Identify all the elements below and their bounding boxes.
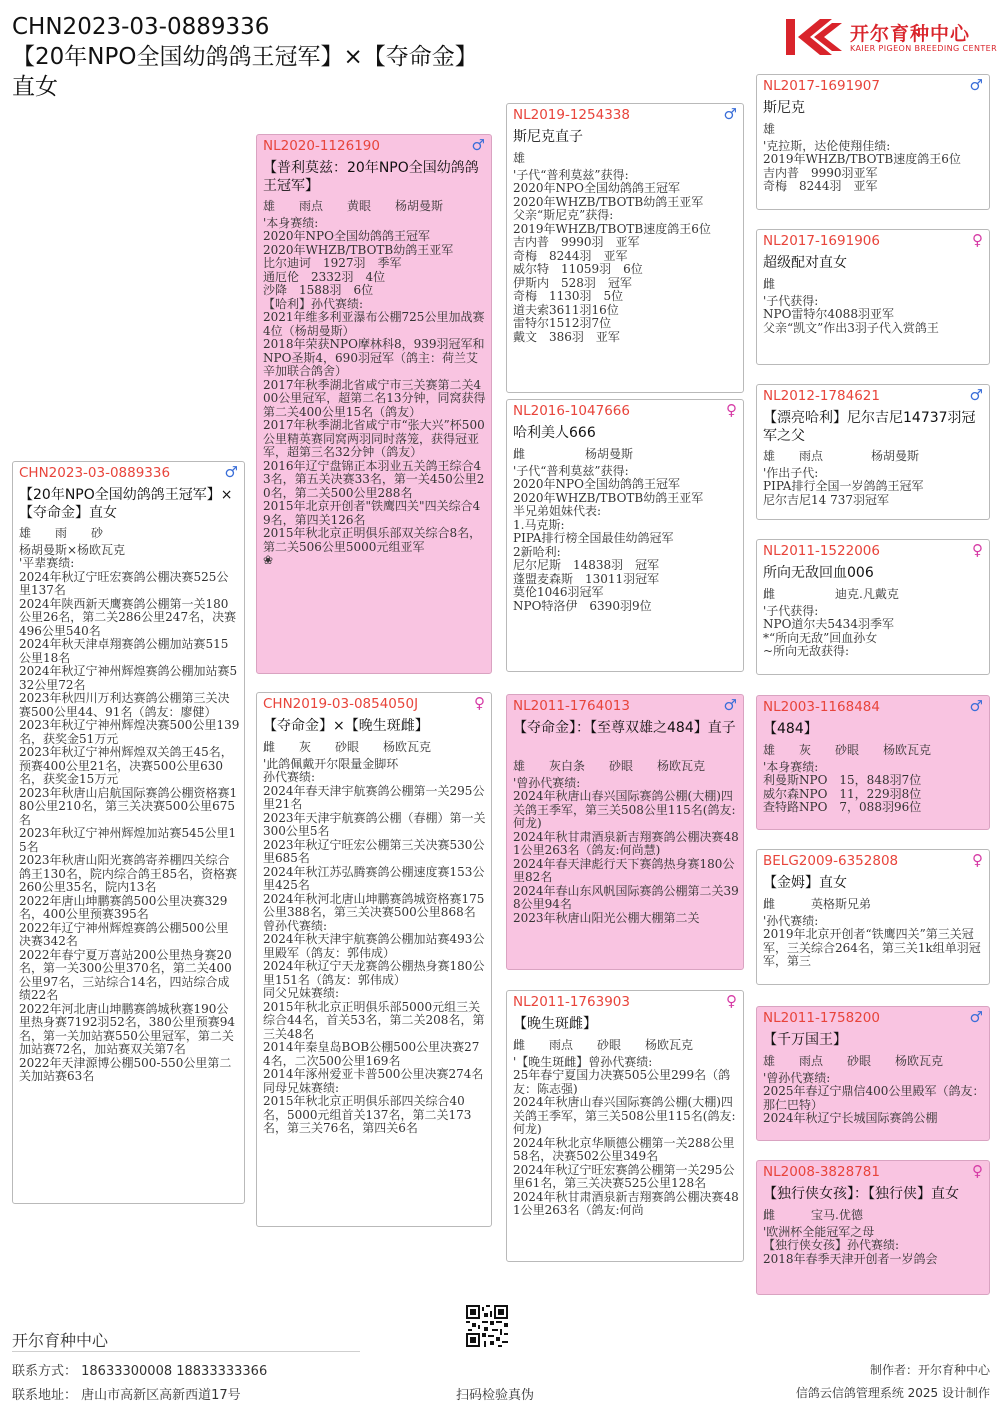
pigeon-card-paternal-grandfather — [506, 103, 744, 393]
record-line: 父亲“斯尼克”获得: — [513, 208, 614, 222]
record-line: 2015年秋北京正明俱乐部双关综合8名，第二关506公里5000元组亚军 — [263, 526, 482, 554]
pigeon-card-mmm — [756, 1160, 990, 1295]
record-line: 莫伦1046羽冠军 — [513, 585, 604, 599]
record-line: 威尔特 11059羽 6位 — [513, 262, 643, 276]
pigeon-name: 【夺命金】×【晚生斑雌】 — [263, 718, 429, 734]
record-line: 奇梅 1130羽 5位 — [513, 289, 624, 303]
record-line: '本身赛绩: — [763, 759, 819, 774]
female-symbol-icon: ♀ — [726, 401, 737, 419]
pigeon-name: 哈利美人666 — [513, 425, 596, 441]
record-line: 2023年秋唐山阳光赛鸽寄养棚四关综合鸽王130名，院内综合鸽王85名，资格赛260公里35名，院内13名 — [19, 853, 238, 894]
record-line: 2020年WHZB/TBOTB幼鸽王亚军 — [513, 194, 704, 209]
record-line: '子代获得: — [763, 293, 819, 308]
pigeon-card-fmf — [756, 384, 990, 520]
record-line: 【哈利】孙代赛绩: — [263, 296, 364, 311]
pigeon-card-father — [256, 134, 492, 674]
record-line: 2024年秋辽宁旺宏赛鸽公棚决赛525公里137名 — [19, 569, 229, 597]
pigeon-name: 【484】 — [763, 721, 818, 737]
record-line: 2024年秋辽宁长城国际赛鸽公棚 — [763, 1111, 938, 1125]
record-line: 2018年荣获NPO摩林科8，939羽冠军和NPO圣斯4，690羽冠军（鸽主：荷兰艾辛加联合鸽舍） — [263, 337, 485, 378]
pigeon-name: 【千万国王】 — [763, 1032, 847, 1048]
record-line: 2017年秋季湖北省咸宁市三关赛第二关400公里冠军，超第二名13分钟，同窝获得第二关400公里15名（鸽友） — [263, 377, 486, 419]
footer-contact: 联系方式： 18633300008 18833333366 — [12, 1364, 268, 1379]
record-line: '作出子代: — [763, 465, 819, 480]
record-line: 2014年涿州爱亚卡普500公里决赛274名 — [263, 1067, 484, 1081]
record-line: 2024年秋北京华顺德公棚第一关288公里58名，决赛502公里349名 — [513, 1135, 735, 1163]
male-symbol-icon: ♂ — [969, 76, 983, 94]
record-line: 父亲“凯文”作出3羽子代入赏鸽王 — [763, 320, 939, 335]
record-line: '克拉斯，达伦使翔佳绩: — [763, 138, 891, 153]
record-line: 杨胡曼斯×杨欧瓦克 — [19, 542, 126, 557]
record-line: 2024年秋江苏弘腾赛鸽公棚速度赛153公里425名 — [263, 864, 485, 892]
record-line: NPO特洛伊 6390羽9位 — [513, 598, 652, 613]
pigeon-basic-traits: 雌 灰 砂眼 杨欧瓦克 — [263, 740, 432, 754]
record-line: '本身赛绩: — [263, 215, 319, 230]
pigeon-basic-traits: 雄 灰 砂眼 杨欧瓦克 — [763, 743, 932, 757]
pigeon-basic-traits: 雄 雨点 杨胡曼斯 — [763, 449, 920, 463]
pigeon-name: 【晚生斑雌】 — [513, 1016, 597, 1032]
pigeon-name: 【20年NPO全国幼鸽鸽王冠军】×【夺命金】直女 — [19, 487, 233, 521]
record-line: NPO雷特尔4088羽亚军 — [763, 307, 894, 321]
pigeon-info — [763, 744, 985, 815]
record-line: PIPA排行榜全国最佳幼鸽冠军 — [513, 531, 674, 545]
record-line: 2020年WHZB/TBOTB幼鸽王亚军 — [513, 490, 704, 505]
record-line: 2020年NPO全国幼鸽鸽王冠军 — [513, 181, 680, 195]
record-line: 2022年河北唐山坤鹏赛鸽城秋赛190公里热身赛7192羽52名，380公里预赛94名，第一关加站赛550公里冠军，第二关加站赛72名，加站赛双关第7名 — [19, 1001, 235, 1056]
footer-address: 联系地址： 唐山市高新区高新西道17号 — [12, 1388, 241, 1403]
record-line: 2024年秋甘肃酒泉新吉翔赛鸽公棚决赛481公里263名（鸽友:何尚 — [513, 1189, 739, 1217]
pigeon-card-ffm — [756, 229, 990, 365]
pigeon-name: 超级配对直女 — [763, 255, 847, 271]
pigeon-info — [263, 200, 487, 568]
record-line: 威尔森NPO 11，229羽8位 — [763, 786, 922, 801]
record-line: ❀ — [263, 553, 274, 567]
record-line: 奇梅 8244羽 亚军 — [763, 179, 878, 193]
ring-number: CHN2023-03-0889336 — [19, 465, 171, 481]
record-line: '平辈赛绩: — [19, 556, 75, 570]
pigeon-info — [763, 278, 985, 335]
male-symbol-icon: ♂ — [969, 1008, 983, 1026]
footer-divider — [12, 1351, 360, 1352]
record-line: 25年春宁夏国力决赛505公里299名（鸽友：陈志强) — [513, 1068, 731, 1096]
record-line: 曾孙代赛绩: — [263, 918, 328, 933]
pigeon-card-mmf — [756, 1006, 990, 1141]
record-line: ~所向无敌获得: — [763, 644, 850, 658]
kaier-logo — [786, 17, 998, 57]
ring-number: NL2016-1047666 — [513, 403, 630, 419]
record-line: 【独行侠女孩】孙代赛绩: — [763, 1238, 900, 1252]
pedigree-title — [12, 12, 482, 102]
pigeon-info — [763, 1055, 985, 1126]
record-line: NPO道尔夫5434羽季军 — [763, 617, 894, 631]
male-symbol-icon: ♂ — [723, 696, 737, 714]
pigeon-basic-traits: 雄 雨点 黄眼 杨胡曼斯 — [263, 199, 444, 213]
record-line: '曾孙代赛绩: — [513, 775, 581, 790]
pigeon-name: 【夺命金】：【至尊双雄之484】直子 — [513, 720, 736, 736]
record-line: 2024年春天津彪行天下赛鸽热身赛180公里82名 — [513, 856, 735, 884]
footer-maker: 制作者：开尔育种中心 — [869, 1363, 990, 1377]
pigeon-card-maternal-grandfather — [506, 694, 744, 970]
record-line: 2022年辽宁神州辉煌赛鸽公棚500公里决赛342名 — [19, 920, 229, 948]
record-line: 2022年天津源博公棚500-550公里第二关加站赛63名 — [19, 1055, 232, 1083]
record-line: 伊斯内 528羽 冠军 — [513, 275, 632, 290]
qr-caption: 扫码检验真伪 — [456, 1388, 535, 1403]
record-line: '【晚生斑雌】曾孙代赛绩: — [513, 1054, 653, 1069]
pigeon-card-maternal-grandmother — [506, 990, 744, 1262]
ring-number: NL2011-1764013 — [513, 698, 630, 714]
kaier-logo-icon — [786, 17, 844, 57]
record-line: 道夫索3611羽16位 — [513, 302, 619, 317]
record-line: 沙降 1588羽 6位 — [263, 283, 374, 297]
record-line: '欧洲杯全能冠军之母 — [763, 1224, 875, 1239]
record-line: 2019年WHZB/TBOTB速度鸽王6位 — [513, 221, 711, 236]
pigeon-info — [19, 527, 240, 1084]
title-pigeon-name: 【20年NPO全国幼鸽鸽王冠军】×【夺命金】直女 — [12, 44, 478, 100]
record-line: 蓬盟麦森斯 13011羽冠军 — [513, 571, 660, 586]
record-line: 2019年北京开创者“铁鹰四关”第三关冠军，三关综合264名，第三关1k组单羽冠军，第三 — [763, 927, 981, 968]
record-line: 比尔迪诃 1927羽 季军 — [263, 256, 402, 270]
record-line: *“所向无敌”回血孙女 — [763, 630, 878, 645]
record-line: '孙代赛绩: — [763, 913, 819, 928]
record-line: 2019年WHZB/TBOTB速度鸽王6位 — [763, 152, 961, 166]
record-line: 2024年秋辽宁天龙赛鸽公棚热身赛180公里151名（鸽友：郭伟成） — [263, 959, 485, 987]
ring-number: NL2020-1126190 — [263, 138, 380, 154]
ring-number: BELG2009-6352808 — [763, 853, 899, 869]
female-symbol-icon: ♀ — [972, 231, 983, 249]
record-line: 2023年天津宇航赛鸽公棚（春棚）第一关300公里5名 — [263, 810, 486, 838]
ring-number: NL2011-1522006 — [763, 543, 880, 559]
record-line: 2024年春天津宇航赛鸽公棚第一关295公里21名 — [263, 783, 485, 811]
pigeon-name: 斯尼克 — [763, 100, 805, 116]
record-line: 2新哈利: — [513, 544, 561, 559]
record-line: 通厄伦 2332羽 4位 — [263, 269, 386, 284]
record-line: 2020年NPO全国幼鸽鸽王冠军 — [513, 477, 680, 491]
pigeon-basic-traits: 雌 英格斯兄弟 — [763, 897, 872, 911]
record-line: 2022年春宁夏万喜站200公里热身赛20名，第一关300公里370名，第二关400公里97名，三站综合14名，四站综合成绩22名 — [19, 947, 232, 1002]
pigeon-basic-traits: 雄 灰白条 砂眼 杨欧瓦克 — [513, 759, 706, 773]
record-line: 2018年春季天津开创者一岁鸽会 — [763, 1251, 938, 1266]
record-line: '子代“普利莫兹”获得: — [513, 463, 629, 478]
pigeon-info — [763, 1209, 985, 1266]
record-line: 2016年辽宁盘锦正本羽业五关鸽王综合43名，第五关决赛33名，第一关450公里20名，第二关500公里288名 — [263, 458, 485, 500]
pigeon-basic-traits: 雌 — [763, 277, 776, 291]
ring-number: NL2012-1784621 — [763, 388, 880, 404]
record-line: 2024年秋河北唐山坤鹏赛鸽城资格赛175公里388名，第三关决赛500公里868名 — [263, 891, 485, 919]
record-line: '子代“普利莫兹”获得: — [513, 167, 629, 182]
pigeon-basic-traits: 雌 迪克.凡戴克 — [763, 587, 899, 601]
record-line: 2024年秋天津宇航赛鸽公棚加站赛493公里殿军（鸽友：郭伟成） — [263, 932, 485, 960]
record-line: 2022年唐山坤鹏赛鸽500公里决赛329名，400公里预赛395名 — [19, 893, 228, 921]
pigeon-info — [513, 1039, 739, 1218]
record-line: 2024年秋甘肃酒泉新吉翔赛鸽公棚决赛481公里263名（鸽友:何尚慧) — [513, 829, 739, 857]
pigeon-info — [513, 760, 739, 925]
pigeon-card-paternal-grandmother — [506, 399, 744, 672]
record-line: 2015年秋北京正明俱乐部四关综合40名，5000元组首关137名，第二关173名，第三关76名，第四关6名 — [263, 1094, 472, 1135]
record-line: 奇梅 8244羽 亚军 — [513, 248, 628, 263]
footer-company: 开尔育种中心 — [12, 1331, 109, 1350]
pigeon-name: 【金姆】直女 — [763, 875, 847, 891]
pigeon-card-fff — [756, 74, 990, 210]
record-line: 半兄弟姐妹代表: — [513, 504, 602, 518]
record-line: 同母兄妹赛绩: — [263, 1080, 340, 1095]
logo-name: 开尔育种中心 — [850, 23, 971, 45]
record-line: 2014年秦皇岛BOB公棚500公里决赛274名，二次500公里169名 — [263, 1040, 480, 1068]
record-line: 吉内普 9990羽 亚军 — [513, 235, 640, 249]
female-symbol-icon: ♀ — [726, 992, 737, 1010]
record-line: 尼尔吉尼14 737羽冠军 — [763, 492, 889, 507]
ring-number: NL2017-1691906 — [763, 233, 880, 249]
pigeon-name: 【漂亮哈利】尼尔吉尼14737羽冠军之父 — [763, 410, 976, 444]
female-symbol-icon: ♀ — [972, 541, 983, 559]
record-line: 2023年秋四川万利达赛鸽公棚第三关决赛500公里44、91名（鸽友：廖健） — [19, 691, 230, 719]
record-line: 2015年秋北京正明俱乐部5000元组三关综合44名，首关53名，第二关208名，第三关48名 — [263, 999, 485, 1041]
pigeon-name: 【普利莫兹：20年NPO全国幼鸽鸽王冠军】 — [263, 160, 479, 194]
pigeon-card-subject — [12, 461, 245, 1204]
ring-number: NL2003-1168484 — [763, 699, 880, 715]
record-line: 2023年秋辽宁神州辉煌决赛500公里139名，获奖金51万元 — [19, 718, 240, 746]
record-line: 2017年秋季湖北省咸宁市“张大兴”杯500公里精英赛同窝两羽同时落笼，获得冠亚军，超第三名32分钟（鸽友） — [263, 418, 485, 459]
record-line: 2023年秋辽宁神州辉煌加站赛545公里15名 — [19, 826, 237, 854]
record-line: 2024年秋辽宁神州辉煌赛鸽公棚加站赛532公里72名 — [19, 664, 238, 692]
record-line: 2024年秋天津卓翔赛鸽公棚加站赛515公里18名 — [19, 637, 229, 665]
record-line: 孙代赛绩: — [263, 770, 316, 784]
qr-code-icon[interactable] — [466, 1305, 508, 1347]
footer-system: 信鸽云信鸽管理系统 2025 设计制作 — [795, 1386, 990, 1400]
pigeon-basic-traits: 雄 雨点 砂眼 杨欧瓦克 — [763, 1054, 944, 1068]
pigeon-info — [763, 588, 985, 659]
record-line: 2025年春辽宁鼎信400公里殿军（鸽友：那仁巴特） — [763, 1084, 985, 1112]
male-symbol-icon: ♂ — [723, 105, 737, 123]
record-line: 尼尔尼斯 14838羽 冠军 — [513, 558, 660, 572]
pigeon-card-fmm — [756, 539, 990, 675]
title-ring-number: CHN2023-03-0889336 — [12, 14, 270, 40]
male-symbol-icon: ♂ — [969, 386, 983, 404]
ring-number: NL2008-3828781 — [763, 1164, 880, 1180]
pigeon-info — [763, 898, 985, 969]
record-line: 吉内普 9990羽亚军 — [763, 165, 878, 180]
record-line: 2023年秋唐山阳光公棚大棚第二关 — [513, 910, 700, 925]
record-line: 2023年秋辽宁旺宏公棚第三关决赛530公里685名 — [263, 837, 485, 865]
record-line: 2020年NPO全国幼鸽鸽王冠军 — [263, 229, 430, 243]
pigeon-name: 所向无敌回血006 — [763, 565, 874, 581]
pigeon-info — [763, 450, 985, 507]
pigeon-info — [263, 741, 487, 1136]
ring-number: NL2011-1758200 — [763, 1010, 880, 1026]
record-line: '子代获得: — [763, 603, 819, 618]
ring-number: NL2019-1254338 — [513, 107, 630, 123]
record-line: '此鸽佩戴开尔限量金脚环 — [263, 756, 399, 771]
record-line: 2024年秋唐山春兴国际赛鸽公棚(大棚)四关鸽王季军，第三关508公里115名(鸽友:何龙) — [513, 1095, 736, 1136]
record-line: 2023年秋唐山启航国际赛鸽公棚资格赛180公里210名，第三关决赛500公里675名 — [19, 785, 238, 827]
pigeon-card-mother — [256, 692, 492, 1227]
record-line: 戴文 386羽 亚军 — [513, 329, 620, 344]
ring-number: CHN2019-03-0854050J — [263, 696, 419, 712]
record-line: 2023年秋辽宁神州辉煌双关鸽王45名，预赛400公里21名，决赛500公里630名，获奖金15万元 — [19, 745, 233, 786]
record-line: 同父兄妹赛绩: — [263, 986, 340, 1000]
record-line: 2024年秋唐山春兴国际赛鸽公棚(大棚)四关鸽王季军，第三关508公里115名(鸽友:何龙) — [513, 789, 736, 830]
pigeon-basic-traits: 雄 — [513, 151, 526, 165]
record-line: 雷特尔1512羽7位 — [513, 316, 612, 330]
record-line: 2024年秋辽宁旺宏赛鸽公棚第一关295公里61名，第三关决赛525公里128名 — [513, 1162, 735, 1190]
record-line: 1.马克斯: — [513, 517, 565, 532]
record-line: PIPA排行全国一岁鸽鸽王冠军 — [763, 479, 924, 493]
pigeon-card-mfm — [756, 849, 990, 985]
logo-name-en: KAIER PIGEON BREEDING CENTER — [850, 44, 998, 53]
ring-number: NL2017-1691907 — [763, 78, 880, 94]
pigeon-basic-traits: 雌 雨点 砂眼 杨欧瓦克 — [513, 1038, 694, 1052]
pigeon-card-mff — [756, 695, 990, 830]
pigeon-basic-traits: 雌 杨胡曼斯 — [513, 447, 634, 461]
pigeon-basic-traits: 雄 雨 砂 — [19, 526, 104, 540]
pigeon-info — [513, 448, 739, 613]
pigeon-basic-traits: 雌 宝马.优德 — [763, 1208, 863, 1222]
female-symbol-icon: ♀ — [972, 1162, 983, 1180]
male-symbol-icon: ♂ — [224, 463, 238, 481]
male-symbol-icon: ♂ — [471, 136, 485, 154]
pigeon-basic-traits: 雄 — [763, 122, 776, 136]
female-symbol-icon: ♀ — [474, 694, 485, 712]
pigeon-info — [513, 152, 739, 344]
record-line: 2020年WHZB/TBOTB幼鸽王亚军 — [263, 242, 454, 257]
record-line: 利曼斯NPO 15，848羽7位 — [763, 773, 922, 787]
record-line: 2024年陕西新天鹰赛鸽公棚第一关180公里26名，第二关286公里247名，决赛496公里540名 — [19, 596, 237, 638]
record-line: 2021年维多利亚瀑布公棚725公里加战赛4位（杨胡曼斯） — [263, 310, 485, 338]
ring-number: NL2011-1763903 — [513, 994, 630, 1010]
record-line: 2024年春山东风帆国际赛鸽公棚第二关398公里94名 — [513, 883, 739, 911]
female-symbol-icon: ♀ — [972, 851, 983, 869]
record-line: '曾孙代赛绩: — [763, 1070, 831, 1085]
record-line: 查特路NPO 7，088羽96位 — [763, 800, 922, 814]
pigeon-name: 斯尼克直子 — [513, 129, 583, 145]
pigeon-name: 【独行侠女孩】：【独行侠】直女 — [763, 1186, 959, 1202]
record-line: 2015年北京开创者"铁鹰四关"四关综合49名，第四关126名 — [263, 499, 481, 527]
pigeon-info — [763, 123, 985, 194]
male-symbol-icon: ♂ — [969, 697, 983, 715]
